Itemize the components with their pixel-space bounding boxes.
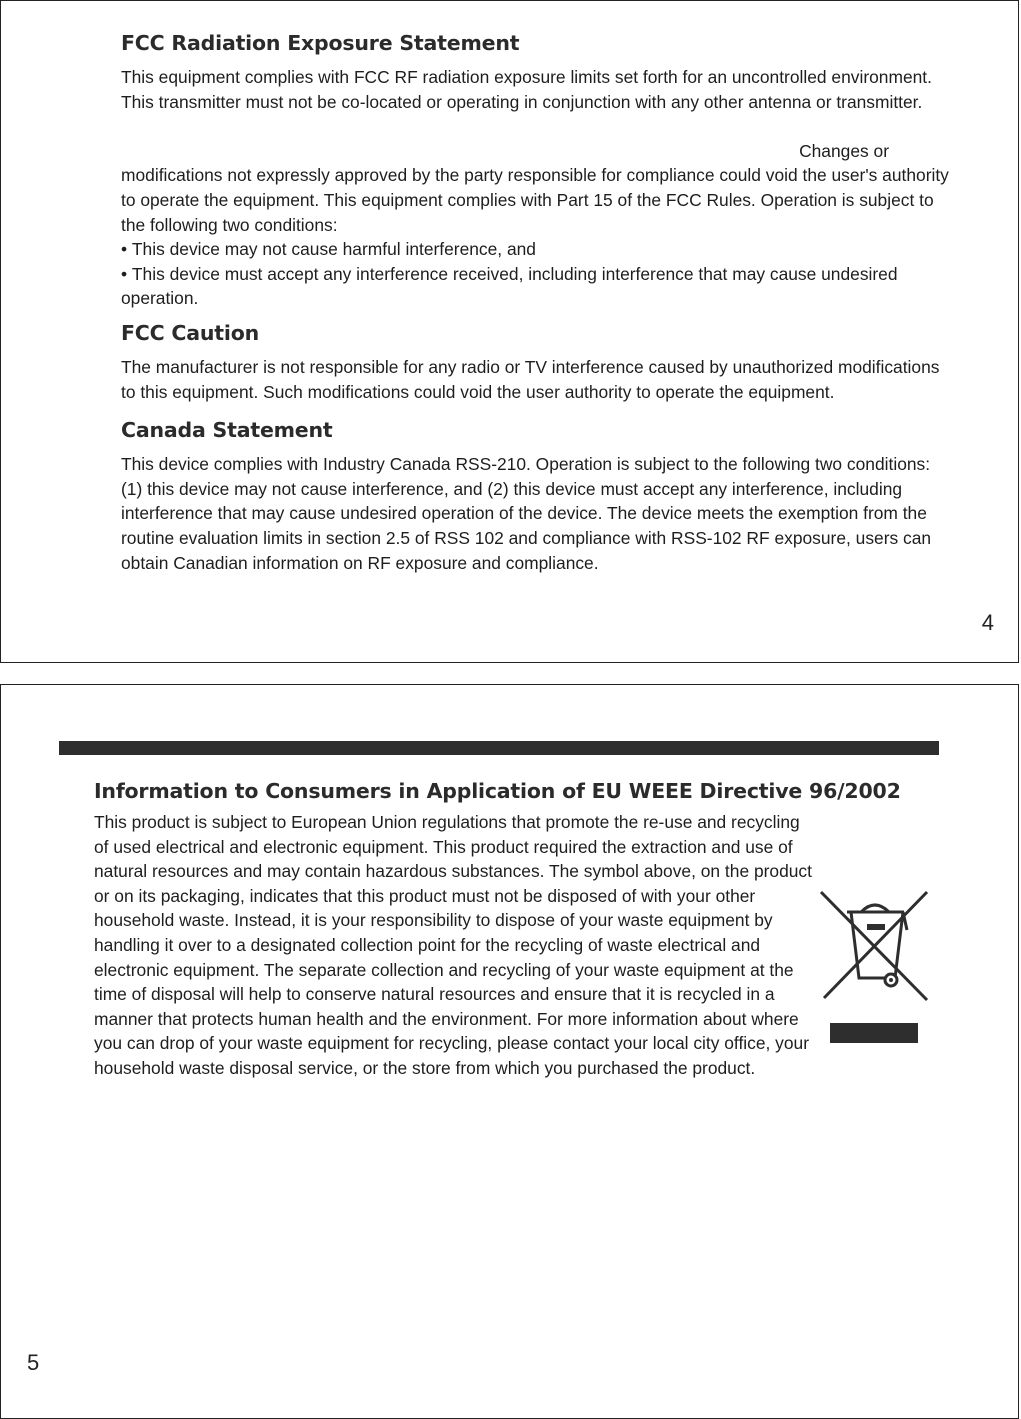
fcc-caution-heading: FCC Caution [121,320,260,345]
page-number: 4 [981,610,994,635]
fcc-modifications-paragraph: modifications not expressly approved by the party responsible for compliance could void the user's authority to operate the equipment. This equipment complies with Part 15 of the FCC Rules. Operation is subject to the following two conditions: [121,165,949,235]
condition-bullet-1: • This device may not cause harmful interference, and [121,237,951,262]
fcc-caution-text: The manufacturer is not responsible for any radio or TV interference caused by unauthorized modifications to this equipment. Such modifications could void the user authority to operate the equipment. [121,356,940,402]
canada-heading: Canada Statement [121,418,333,443]
fcc-radiation-heading: FCC Radiation Exposure Statement [121,31,520,55]
blank-line [121,114,951,139]
page-4-content [121,31,951,585]
page-number: 5 [27,1350,40,1375]
condition-bullet-2: • This device must accept any interference received, including interference that may cause undesired operation. [121,262,951,311]
weee-heading: Information to Consumers in Application of EU WEEE Directive 96/2002 [94,779,901,803]
weee-text: This product is subject to European Union regulations that promote the re-use and recycling of used electrical and electronic equipment. This product required the extraction and use of natural resources and may contain hazardous substances. The symbol above, on the product or on its packaging, indicates that this product must not be disposed of with your other household waste. Instead, it is your responsibility to dispose of your waste equipment by handling it over to a designated collection point for the recycling of waste electrical and electronic equipment. The separate collection and recycling of your waste equipment at the time of disposal will help to conserve natural resources and ensure that it is recycled in a manner that protects human health and the environment. For more information about where you can drop of your waste equipment for recycling, please contact your local city office, your household waste disposal service, or the store from which you purchased the product. [94,812,812,1078]
crossed-out-wheelie-bin-icon [819,890,931,1005]
fcc-radiation-section [121,31,951,311]
page-5-content [94,779,901,1081]
manual-page-5 [0,684,1019,1419]
canada-section [121,418,951,575]
header-rule [59,741,939,755]
fcc-caution-section [121,321,951,404]
manual-page-4 [0,0,1019,663]
canada-text: This device complies with Industry Canada RSS-210. Operation is subject to the following two conditions: (1) this device may not cause interference, and (2) this device must accept any interference, including interference that may cause undesired operation of the device. The device meets the exemption from the routine evaluation limits in section 2.5 of RSS 102 and compliance with RSS-102 RF exposure, users can obtain Canadian information on RF exposure and compliance. [121,454,932,573]
fcc-radiation-paragraph: This equipment complies with FCC RF radiation exposure limits set forth for an uncontrolled environment. This transmitter must not be co-located or operating in conjunction with any other antenna or transmitter. [121,67,932,112]
changes-or-line: Changes or [799,140,889,161]
weee-symbol-bar [830,1023,918,1043]
